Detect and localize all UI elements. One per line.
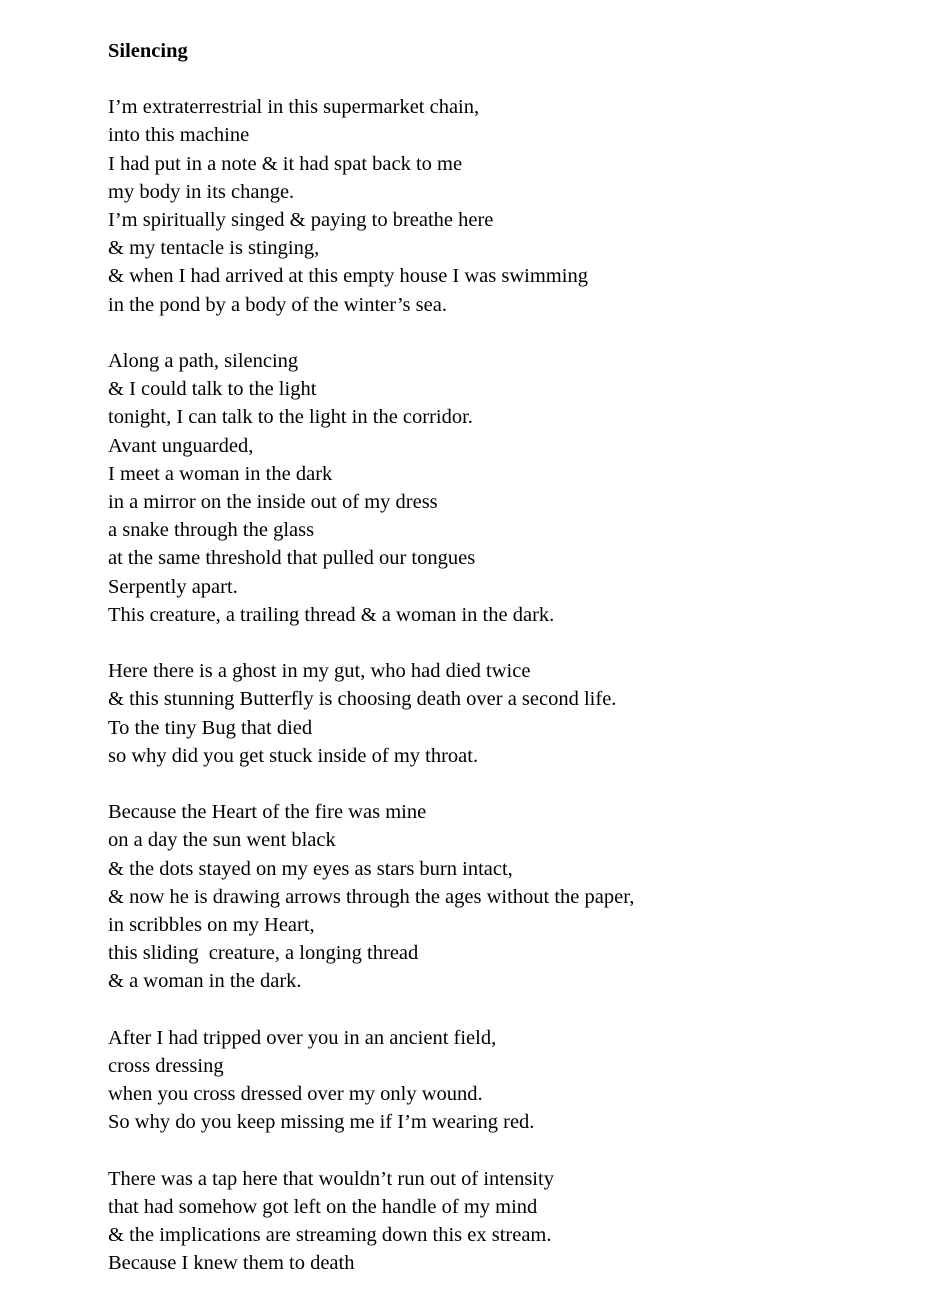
poem-line: & when I had arrived at this empty house I was swimming [108, 265, 588, 288]
stanza [108, 657, 908, 770]
poem-line: So why do you keep missing me if I’m wearing red. [108, 1111, 535, 1134]
poem-line: Here there is a ghost in my gut, who had died twice [108, 660, 531, 683]
stanza [108, 1024, 908, 1137]
poem-line: my body in its change. [108, 180, 295, 203]
poem-line: After I had tripped over you in an ancient field, [108, 1026, 497, 1049]
poem-line: This creature, a trailing thread & a woman in the dark. [108, 603, 555, 626]
poem-line: & the implications are streaming down this ex stream. [108, 1224, 552, 1247]
poem-title: Silencing [108, 40, 188, 62]
poem-line: into this machine [108, 124, 250, 147]
poem-line: Serpently apart. [108, 575, 238, 598]
poem-line: I’m spiritually singed & paying to breathe here [108, 209, 494, 231]
poem-line: & now he is drawing arrows through the ages without the paper, [108, 885, 635, 908]
stanza [108, 1165, 908, 1278]
poem-line: I had put in a note & it had spat back to me [108, 152, 463, 175]
stanza [108, 798, 908, 995]
poem-line: I’m extraterrestrial in this supermarket chain, [108, 96, 480, 119]
poem-line: in a mirror on the inside out of my dress [108, 491, 438, 514]
poem-line: I meet a woman in the dark [108, 462, 333, 485]
poem-line: a snake through the glass [108, 519, 315, 542]
poem-line: There was a tap here that wouldn’t run out of intensity [108, 1167, 554, 1190]
poem-line: that had somehow got left on the handle of my mind [108, 1196, 538, 1219]
poem-line: in the pond by a body of the winter’s sea. [108, 293, 447, 316]
poem-line: Because I knew them to death [108, 1252, 355, 1275]
poem-line: when you cross dressed over my only wound. [108, 1083, 483, 1106]
poem-line: Because the Heart of the fire was mine [108, 801, 427, 824]
poem-line: tonight, I can talk to the light in the corridor. [108, 406, 473, 429]
poem-line: & the dots stayed on my eyes as stars burn intact, [108, 857, 513, 880]
poem-body [108, 93, 908, 1277]
poem-line: cross dressing [108, 1055, 224, 1078]
poem-line: & my tentacle is stinging, [108, 237, 320, 260]
stanza [108, 347, 908, 629]
poem-line: in scribbles on my Heart, [108, 914, 315, 937]
poem-line: this sliding creature, a longing thread [108, 942, 419, 965]
poem-line: & I could talk to the light [108, 378, 317, 401]
poem-line: To the tiny Bug that died [108, 716, 313, 739]
stanza [108, 93, 908, 319]
poem-line: on a day the sun went black [108, 829, 336, 852]
poem-line: Along a path, silencing [108, 350, 299, 372]
poem-line: & this stunning Butterfly is choosing death over a second life. [108, 688, 617, 711]
poem-line: & a woman in the dark. [108, 970, 302, 993]
poem-line: so why did you get stuck inside of my throat. [108, 744, 479, 767]
poem-line: Avant unguarded, [108, 434, 254, 457]
poem-line: at the same threshold that pulled our tongues [108, 547, 476, 570]
document-page [108, 37, 908, 1306]
title-spacer [108, 65, 908, 93]
